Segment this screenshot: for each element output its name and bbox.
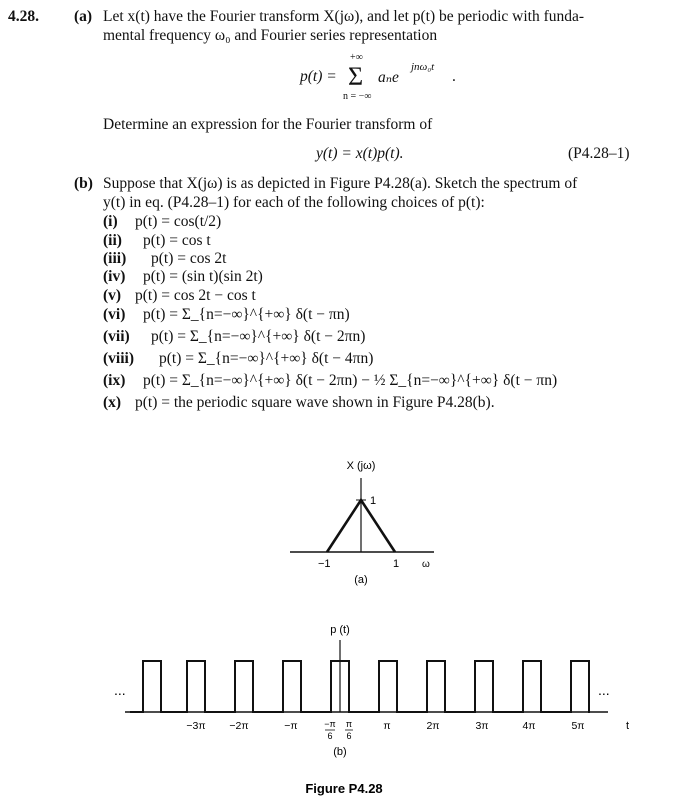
figure-a-title: X (jω) bbox=[346, 460, 376, 472]
choice-label: (iv) bbox=[103, 268, 126, 285]
choice-label: (x) bbox=[103, 394, 122, 411]
part-b-label: (b) bbox=[74, 175, 93, 192]
figure-a-triangle bbox=[327, 500, 395, 552]
figure-b-ticks bbox=[186, 720, 584, 732]
figure-b-tick-label: 4π bbox=[522, 720, 536, 732]
eq1-exponent: jnω₀t bbox=[411, 61, 435, 73]
eq1-term: aₙe bbox=[378, 69, 399, 86]
choice-text: p(t) = Σ_{n=−∞}^{+∞} δ(t − 2πn) bbox=[151, 328, 366, 345]
figure-b-tick-label: 3π bbox=[475, 720, 489, 732]
figure-b-tick-label: −2π bbox=[229, 720, 249, 732]
eq1-sum-top: +∞ bbox=[350, 52, 363, 63]
figure-a-tick-right: 1 bbox=[393, 558, 400, 570]
figure-b-tick-label: 5π bbox=[571, 720, 585, 732]
figure-b-caption: (b) bbox=[333, 746, 347, 758]
figure-b-title: p (t) bbox=[330, 624, 350, 636]
figure-b-ellipsis-right: ... bbox=[598, 682, 610, 698]
figure-a-tick-left: −1 bbox=[318, 558, 331, 570]
figure-b-tick-label: −3π bbox=[186, 720, 206, 732]
choice-text: p(t) = cos(t/2) bbox=[135, 213, 222, 230]
figure-b-axis-label: t bbox=[626, 720, 630, 732]
choice-label: (vi) bbox=[103, 306, 126, 323]
equation-y: y(t) = x(t)p(t). bbox=[316, 145, 404, 162]
choice-label: (iii) bbox=[103, 250, 127, 267]
figure-a-axis-label: ω bbox=[422, 559, 430, 570]
choice-text: p(t) = cos 2t bbox=[151, 250, 227, 267]
choice-text: p(t) = (sin t)(sin 2t) bbox=[143, 268, 263, 285]
figure-b-tick-label: π bbox=[383, 720, 391, 732]
figure-b bbox=[114, 624, 629, 758]
choice-text: p(t) = Σ_{n=−∞}^{+∞} δ(t − 4πn) bbox=[159, 350, 374, 367]
figure-caption: Figure P4.28 bbox=[305, 781, 383, 796]
figure-b-tick-label: 2π bbox=[426, 720, 440, 732]
part-a-line-1: Let x(t) have the Fourier transform X(jω), and let p(t) be periodic with funda- bbox=[103, 8, 585, 25]
eq1-sum-bottom: n = −∞ bbox=[343, 91, 372, 102]
choice-label: (viii) bbox=[103, 350, 134, 367]
figure-a-peak-label: 1 bbox=[370, 495, 377, 507]
figure-a bbox=[290, 460, 434, 586]
part-b-line-2: y(t) in eq. (P4.28–1) for each of the following choices of p(t): bbox=[103, 194, 485, 211]
choice-text: p(t) = the periodic square wave shown in Figure P4.28(b). bbox=[135, 394, 495, 411]
part-a-line-2: mental frequency ω₀ and Fourier series representation bbox=[103, 27, 438, 44]
problem-number: 4.28. bbox=[8, 8, 39, 25]
choice-label: (ix) bbox=[103, 372, 126, 389]
figure-b-frac-neg-num: −π bbox=[324, 719, 336, 729]
choice-label: (i) bbox=[103, 213, 118, 230]
figure-b-frac-neg-den: 6 bbox=[327, 731, 333, 741]
figure-b-square-wave bbox=[130, 661, 590, 712]
part-b-line-1: Suppose that X(jω) is as depicted in Figure P4.28(a). Sketch the spectrum of bbox=[103, 175, 578, 192]
choice-text: p(t) = Σ_{n=−∞}^{+∞} δ(t − πn) bbox=[143, 306, 350, 323]
choice-text: p(t) = Σ_{n=−∞}^{+∞} δ(t − 2πn) − ½ Σ_{n=−∞}^{+∞} δ(t − πn) bbox=[143, 372, 558, 389]
choice-label: (vii) bbox=[103, 328, 130, 345]
figure-b-frac-pos-den: 6 bbox=[346, 731, 352, 741]
figure-a-caption: (a) bbox=[354, 574, 368, 586]
choice-text: p(t) = cos 2t − cos t bbox=[135, 287, 256, 304]
eq1-sigma: Σ bbox=[348, 62, 364, 91]
equation-tag: (P4.28–1) bbox=[568, 145, 630, 162]
part-a-line-3: Determine an expression for the Fourier transform of bbox=[103, 116, 433, 133]
choice-label: (ii) bbox=[103, 232, 122, 249]
eq1-period: . bbox=[452, 68, 456, 85]
figure-b-ellipsis-left: ... bbox=[114, 682, 126, 698]
eq1-lhs: p(t) = bbox=[300, 68, 337, 85]
choice-label: (v) bbox=[103, 287, 122, 304]
figure-b-frac-pos-num: π bbox=[345, 719, 353, 729]
figure-b-tick-label: −π bbox=[284, 720, 298, 732]
part-a-label: (a) bbox=[74, 8, 93, 25]
choice-text: p(t) = cos t bbox=[143, 232, 211, 249]
